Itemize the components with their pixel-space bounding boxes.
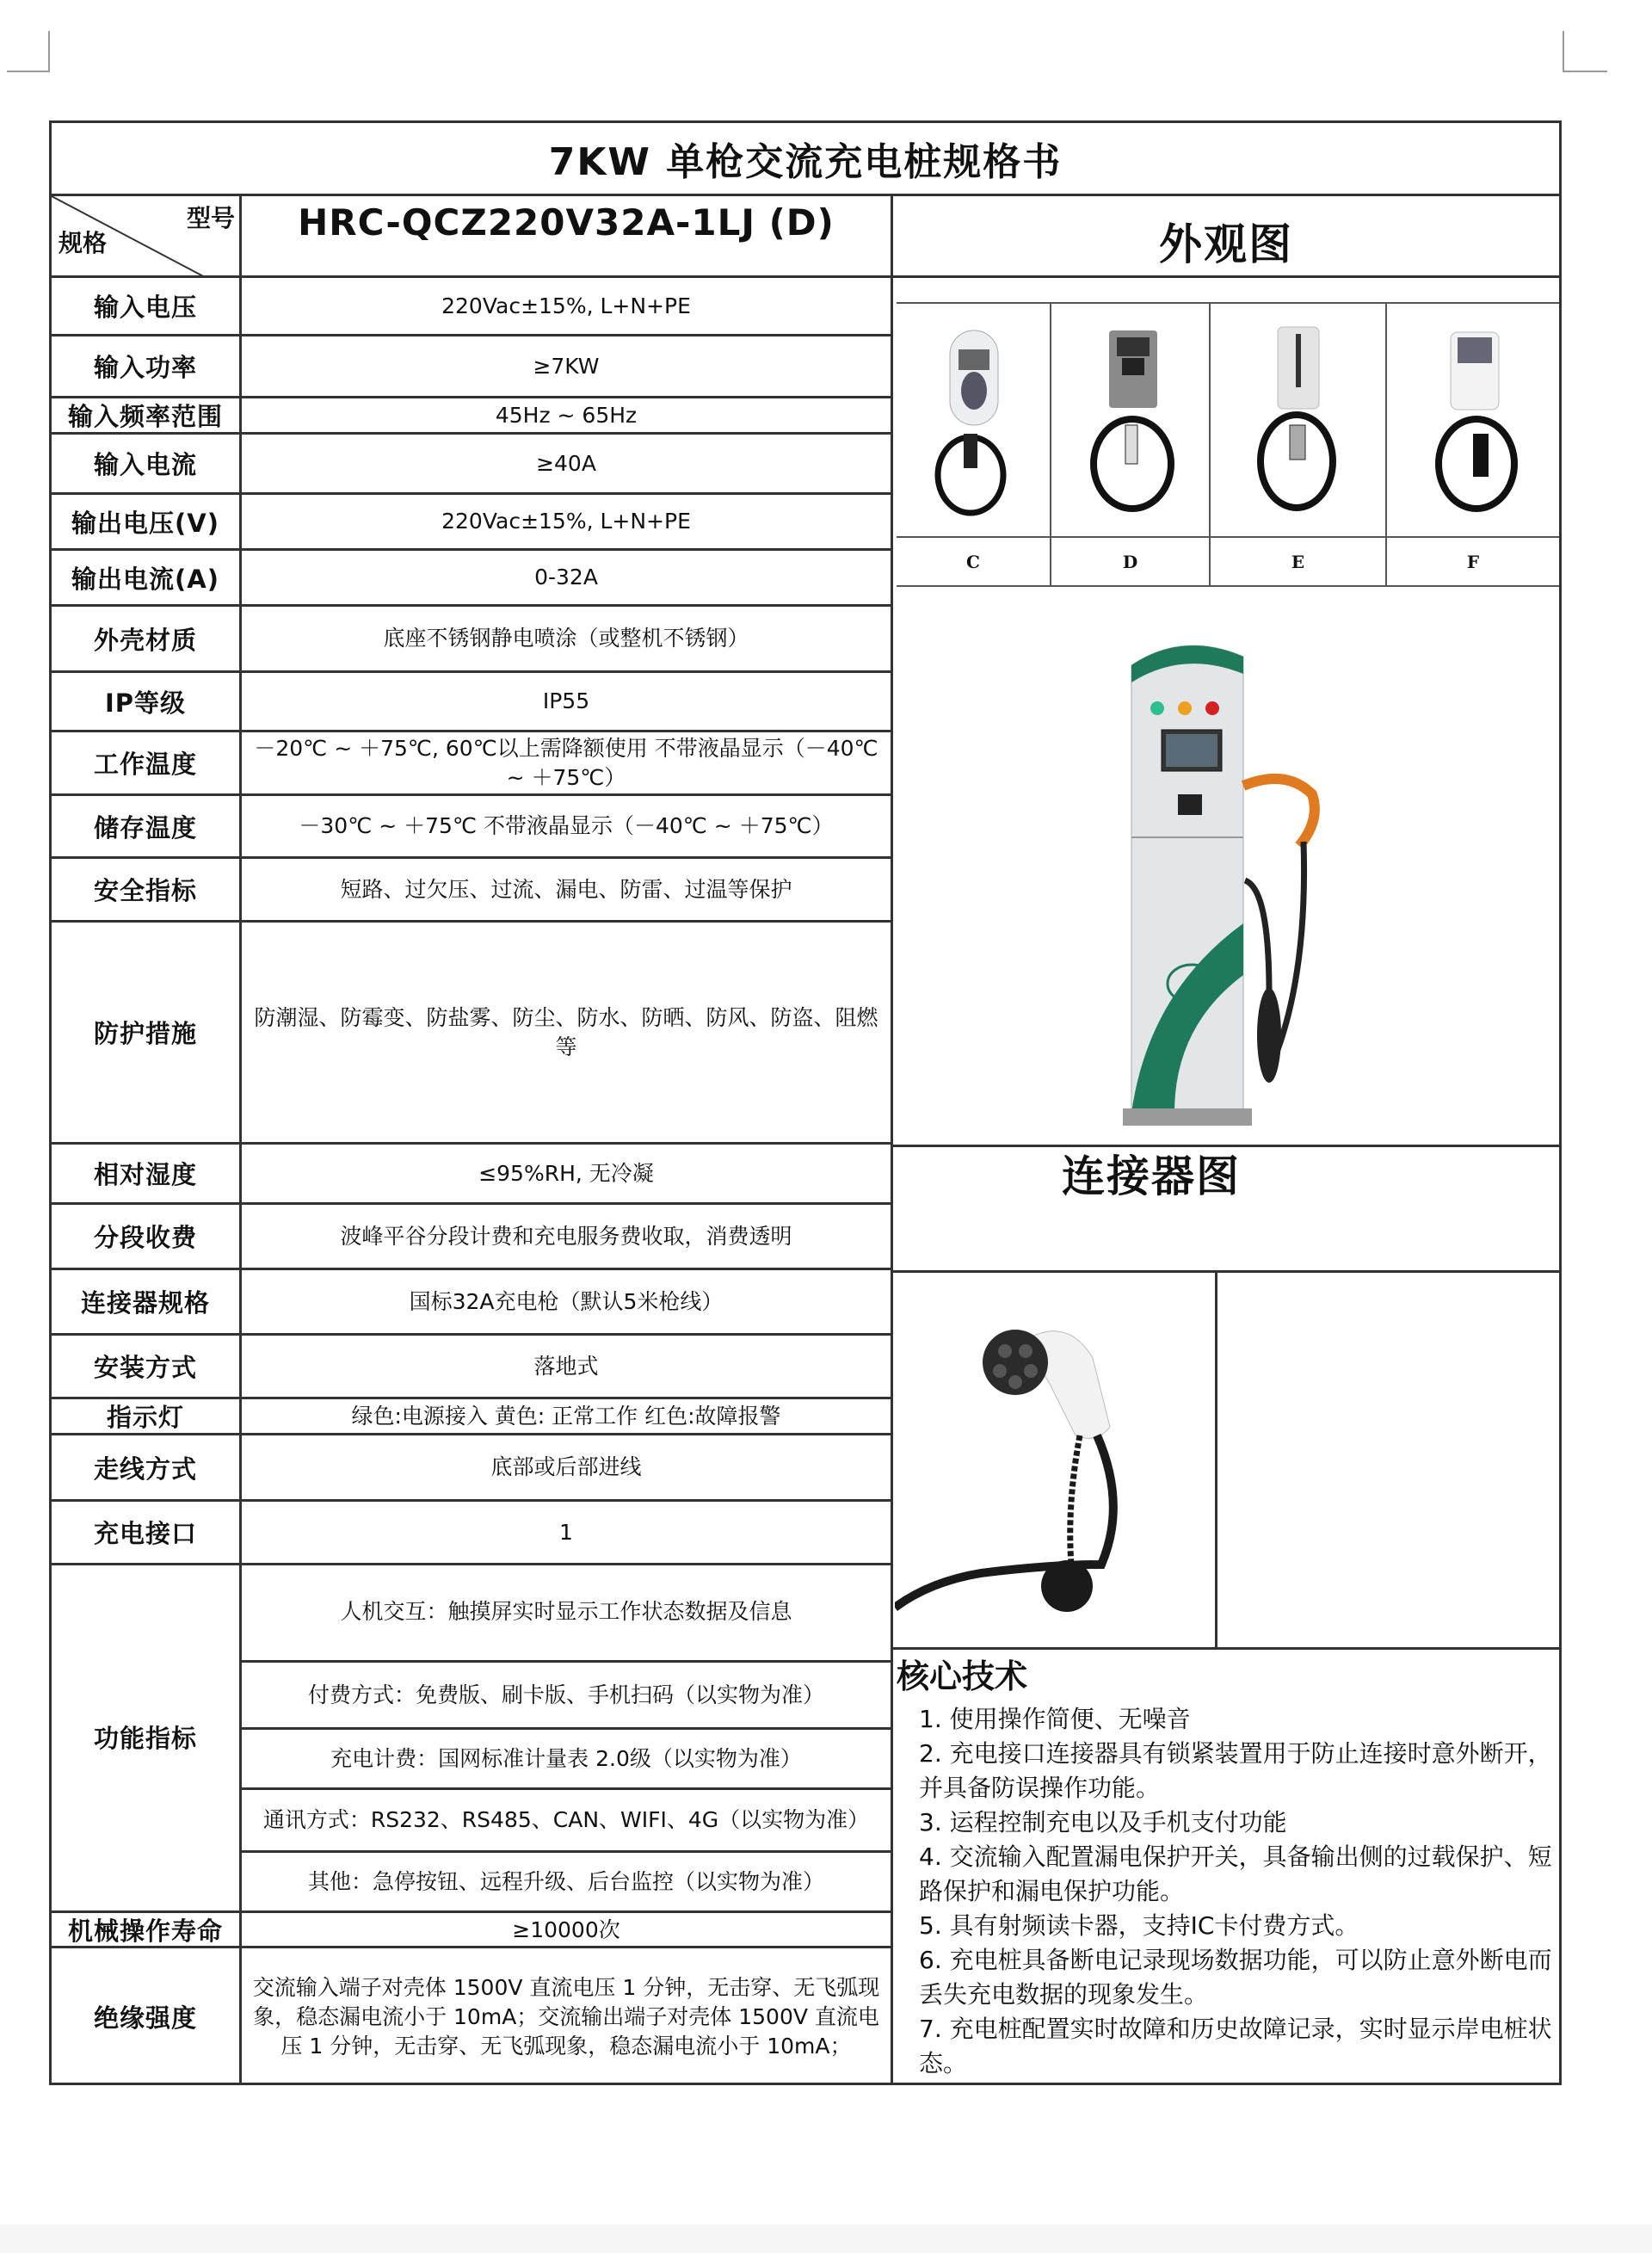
divider	[1215, 1273, 1217, 1649]
spec-label: 指示灯	[106, 1403, 184, 1432]
spec-value: 国标32A充电枪（默认5米枪线）	[409, 1288, 724, 1314]
core-tech-item: 4. 交流输入配置漏电保护开关，具备输出侧的过载保护、短路保护和漏电保护功能。	[919, 1843, 1552, 1905]
function-item: 通讯方式：RS232、RS485、CAN、WIFI、4G（以实物为准）	[262, 1807, 870, 1832]
spec-label: 充电接口	[93, 1519, 197, 1548]
core-tech-section	[893, 1648, 1564, 2081]
header-spec-label: 规格	[59, 229, 108, 257]
spec-value: －30℃ ~ ＋75℃ 不带液晶显示（－40℃ ~ ＋75℃）	[299, 813, 834, 838]
floor-charger-icon	[1097, 631, 1381, 1130]
floor-standing-charger-image	[1058, 622, 1420, 1139]
spec-value: 1	[559, 1519, 573, 1545]
spec-label: 工作温度	[93, 750, 197, 779]
spec-label: 走线方式	[93, 1454, 197, 1484]
wall-charger-oval-icon	[926, 322, 1020, 520]
spec-value: 落地式	[533, 1353, 599, 1379]
header-model-label: 型号	[186, 204, 235, 232]
spec-value: 45Hz ~ 65Hz	[495, 402, 638, 428]
spec-value: IP55	[542, 688, 590, 713]
spec-label: IP等级	[104, 688, 187, 718]
spec-label: 外壳材质	[93, 625, 197, 655]
connector-title: 连接器图	[1062, 1151, 1241, 1201]
functions-label: 功能指标	[93, 1724, 197, 1753]
spec-value: 底部或后部进线	[490, 1454, 642, 1479]
variant-label-f: F	[1466, 551, 1480, 572]
spec-sheet-table	[49, 120, 1562, 2085]
wall-charger-slim-icon	[1247, 322, 1350, 520]
spec-value: 220Vac±15%, L+N+PE	[441, 509, 691, 534]
page-corner-mark-right	[1563, 31, 1607, 72]
function-item: 充电计费：国网标准计量表 2.0级（以实物为准）	[330, 1746, 802, 1771]
spec-label: 输出电流(A)	[71, 564, 219, 594]
spec-value: 底座不锈钢静电喷涂（或整机不锈钢）	[383, 626, 749, 651]
spec-label: 分段收费	[93, 1223, 197, 1252]
thumb-variant-f	[1387, 306, 1559, 536]
spec-value: －20℃ ~ ＋75℃, 60℃以上需降额使用 不带液晶显示（－40℃ ~ ＋75℃）	[254, 735, 878, 790]
thumb-variant-c	[897, 306, 1050, 536]
spec-value: 短路、过欠压、过流、漏电、防雷、过温等保护	[340, 876, 792, 902]
page-bottom-strip	[0, 2225, 1652, 2253]
spec-value: 防潮湿、防霉变、防盐雾、防尘、防水、防晒、防风、防盗、阻燃等	[254, 1004, 878, 1059]
insulation-value: 交流输入端子对壳体 1500V 直流电压 1 分钟，无击穿、无飞弧现象，稳态漏电流小于 10mA；交流输出端子对壳体 1500V 直流电压 1 分钟，无击穿、无飞弧现象，稳态漏电流小于 10mA；	[252, 1974, 880, 2059]
spec-label: 输入频率范围	[67, 402, 223, 431]
connector-plug-icon	[895, 1281, 1213, 1642]
wall-charger-white-icon	[1421, 322, 1525, 520]
variant-label-d: D	[1122, 551, 1138, 572]
model-number: HRC-QCZ220V32A-1LJ (D)	[298, 201, 835, 244]
header-diagonal-cell	[52, 196, 242, 278]
appearance-title: 外观图	[1159, 219, 1293, 269]
spec-label: 安全指标	[93, 876, 197, 905]
spec-label: 连接器规格	[80, 1288, 210, 1318]
spec-label: 安装方式	[93, 1353, 197, 1382]
gb-type2-connector-plug-image	[893, 1273, 1215, 1649]
spec-value: 绿色:电源接入 黄色: 正常工作 红色:故障报警	[351, 1403, 781, 1429]
page-corner-mark-left	[7, 31, 50, 72]
core-tech-item: 3. 运程控制充电以及手机支付功能	[919, 1808, 1287, 1836]
core-tech-item: 6. 充电桩具备断电记录现场数据功能，可以防止意外断电而丢失充电数据的现象发生。	[919, 1946, 1552, 2009]
spec-label: 输入电压	[93, 293, 197, 322]
spec-label: 输入电流	[93, 450, 197, 479]
spec-value: 波峰平谷分段计费和充电服务费收取，消费透明	[340, 1223, 792, 1249]
divider	[52, 1563, 891, 1565]
wall-charger-dark-icon	[1079, 322, 1182, 520]
core-tech-item: 2. 充电接口连接器具有锁紧装置用于防止连接时意外断开，并具备防误操作功能。	[919, 1739, 1552, 1802]
document-title: 7KW 单枪交流充电桩规格书	[548, 140, 1063, 184]
thumb-variant-e	[1211, 306, 1385, 536]
spec-label: 防护措施	[93, 1019, 197, 1048]
spec-value: 0-32A	[534, 565, 598, 589]
thumb-variant-d	[1051, 306, 1209, 536]
spec-label: 输入功率	[93, 353, 197, 382]
core-tech-item: 1. 使用操作简便、无噪音	[919, 1705, 1191, 1733]
function-item: 其他：急停按钮、远程升级、后台监控（以实物为准）	[307, 1869, 824, 1894]
spec-label: 输出电压(V)	[71, 508, 219, 538]
function-item: 付费方式：免费版、刷卡版、手机扫码（以实物为准）	[307, 1682, 824, 1707]
insulation-label: 绝缘强度	[93, 2003, 197, 2033]
spec-value: ≥7KW	[533, 353, 600, 379]
spec-value: ≥40A	[536, 450, 596, 476]
spec-label: 相对湿度	[93, 1160, 197, 1189]
variant-label-c: C	[966, 551, 980, 572]
spec-value: ≤95%RH, 无冷凝	[478, 1160, 654, 1186]
core-tech-item: 7. 充电桩配置实时故障和历史故障记录，实时显示岸电桩状态。	[919, 2015, 1552, 2077]
core-tech-item: 5. 具有射频读卡器，支持IC卡付费方式。	[919, 1911, 1359, 1940]
spec-label: 储存温度	[93, 812, 197, 843]
spec-value: 220Vac±15%, L+N+PE	[441, 293, 691, 318]
core-tech-title: 核心技术	[897, 1657, 1028, 1695]
mechanical-life-label: 机械操作寿命	[67, 1917, 223, 1946]
divider	[897, 585, 1559, 587]
mechanical-life-value: ≥10000次	[512, 1917, 620, 1942]
divider	[897, 302, 1559, 304]
variant-label-e: E	[1291, 551, 1305, 572]
function-item: 人机交互：触摸屏实时显示工作状态数据及信息	[340, 1599, 792, 1624]
